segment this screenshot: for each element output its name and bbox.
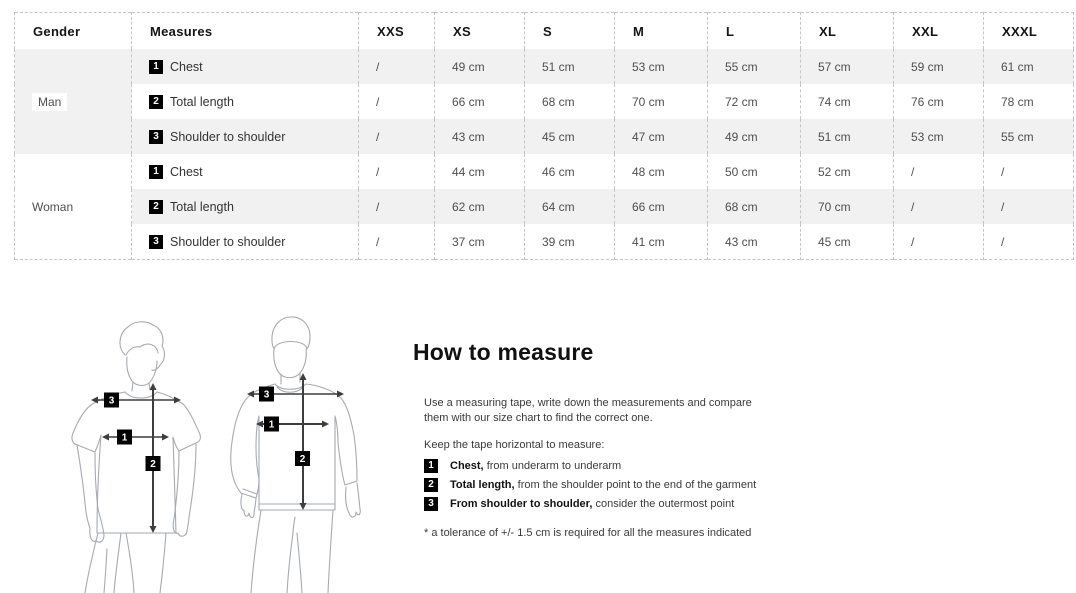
size-value-cell: 43 cm — [435, 119, 525, 154]
table-row — [15, 224, 1074, 260]
gender-label: Woman — [32, 199, 74, 214]
size-value-cell: 49 cm — [435, 49, 525, 84]
figure-badge-3-label: 3 — [263, 389, 270, 401]
size-value-cell: 62 cm — [435, 189, 525, 224]
sweatshirt-figure-arrows — [247, 373, 344, 510]
size-value-cell: / — [984, 154, 1074, 189]
measure-label: Chest — [170, 59, 203, 74]
measure-cell — [132, 49, 359, 84]
measure-cell — [132, 189, 359, 224]
gender-cell-woman — [15, 154, 132, 260]
step-3-number-badge: 3 — [424, 497, 438, 511]
measure-number-badge: 1 — [149, 165, 163, 179]
measure-number-badge: 2 — [149, 200, 163, 214]
step-1-number-badge: 1 — [424, 459, 438, 473]
measure-figures — [62, 311, 373, 593]
measure-cell — [132, 84, 359, 119]
size-value-cell: 52 cm — [801, 154, 894, 189]
figure-badge-2-label: 2 — [150, 459, 156, 470]
measure-label: Chest — [170, 164, 203, 179]
size-value-cell: 66 cm — [615, 189, 708, 224]
how-to-measure-subtitle: Keep the tape horizontal to measure: — [424, 439, 605, 451]
size-value-cell: 45 cm — [525, 119, 615, 154]
size-value-cell: 72 cm — [708, 84, 801, 119]
size-value-cell: / — [894, 224, 984, 260]
step-2-text: from the shoulder point to the end of the garment — [517, 479, 757, 491]
size-value-cell: 64 cm — [525, 189, 615, 224]
measure-number-badge: 3 — [149, 235, 163, 249]
tolerance-note: * a tolerance of +/- 1.5 cm is required for all the measures indicated — [424, 527, 752, 539]
size-value-cell: / — [359, 224, 435, 260]
table-row — [15, 154, 1074, 189]
measure-label: Shoulder to shoulder — [170, 129, 286, 144]
column-header-l: L — [708, 13, 801, 50]
size-value-cell: / — [359, 119, 435, 154]
measure-cell — [132, 224, 359, 260]
size-value-cell: 51 cm — [525, 49, 615, 84]
measure-step-3 — [424, 497, 833, 511]
size-value-cell: 76 cm — [894, 84, 984, 119]
column-header-xl: XL — [801, 13, 894, 50]
step-1-bold: Chest, — [450, 460, 484, 472]
size-value-cell: 45 cm — [801, 224, 894, 260]
step-1-text: from underarm to underarm — [486, 460, 622, 472]
size-value-cell: 37 cm — [435, 224, 525, 260]
measure-number-badge: 2 — [149, 95, 163, 109]
gender-cell-man — [15, 49, 132, 154]
tshirt-figure-illustration — [62, 311, 202, 593]
tshirt-figure-arrows — [91, 383, 181, 533]
measure-steps-list — [424, 459, 833, 511]
size-value-cell: 57 cm — [801, 49, 894, 84]
size-value-cell: 68 cm — [708, 189, 801, 224]
measure-number-badge: 1 — [149, 60, 163, 74]
column-header-gender: Gender — [15, 13, 132, 50]
size-value-cell: 66 cm — [435, 84, 525, 119]
step-3-bold: From shoulder to shoulder, — [450, 498, 593, 510]
step-3-text: consider the outermost point — [595, 498, 735, 510]
size-value-cell: 48 cm — [615, 154, 708, 189]
step-2-number-badge: 2 — [424, 478, 438, 492]
size-value-cell: 44 cm — [435, 154, 525, 189]
figure-badge-1-label: 1 — [121, 432, 128, 444]
column-header-s: S — [525, 13, 615, 50]
how-to-measure-intro: Use a measuring tape, write down the measurements and compare them with our size chart to find the correct one. — [424, 397, 752, 424]
gender-label: Man — [32, 93, 67, 111]
size-value-cell: 53 cm — [894, 119, 984, 154]
figure-badge-3-label: 3 — [108, 395, 115, 407]
how-to-measure-section — [0, 259, 1076, 592]
size-value-cell: 70 cm — [615, 84, 708, 119]
size-value-cell: 41 cm — [615, 224, 708, 260]
size-value-cell: 47 cm — [615, 119, 708, 154]
how-to-measure-title: How to measure — [413, 339, 594, 365]
size-value-cell: 53 cm — [615, 49, 708, 84]
figure-badge-1-label: 1 — [268, 419, 275, 431]
size-value-cell: / — [894, 189, 984, 224]
column-header-measures: Measures — [132, 13, 359, 50]
measure-cell — [132, 154, 359, 189]
column-header-xs: XS — [435, 13, 525, 50]
table-row — [15, 84, 1074, 119]
size-value-cell: 70 cm — [801, 189, 894, 224]
column-header-xxl: XXL — [894, 13, 984, 50]
size-value-cell: 43 cm — [708, 224, 801, 260]
table-row — [15, 189, 1074, 224]
table-row — [15, 119, 1074, 154]
size-value-cell: 61 cm — [984, 49, 1074, 84]
measure-step-2 — [424, 478, 833, 492]
size-value-cell: / — [984, 189, 1074, 224]
size-value-cell: / — [359, 189, 435, 224]
figure-badge-2-label: 2 — [299, 454, 306, 465]
size-value-cell: 39 cm — [525, 224, 615, 260]
size-value-cell: 74 cm — [801, 84, 894, 119]
size-value-cell: 59 cm — [894, 49, 984, 84]
table-row — [15, 49, 1074, 84]
column-header-xxxl: XXXL — [984, 13, 1074, 50]
size-chart-table — [14, 12, 1074, 260]
size-value-cell: / — [984, 224, 1074, 260]
size-value-cell: 78 cm — [984, 84, 1074, 119]
measure-step-1 — [424, 459, 833, 473]
size-value-cell: / — [894, 154, 984, 189]
column-header-m: M — [615, 13, 708, 50]
size-value-cell: / — [359, 49, 435, 84]
size-value-cell: 49 cm — [708, 119, 801, 154]
measure-number-badge: 3 — [149, 130, 163, 144]
size-value-cell: / — [359, 154, 435, 189]
measure-label: Shoulder to shoulder — [170, 234, 286, 249]
how-to-measure-text-block — [413, 339, 833, 539]
size-value-cell: 51 cm — [801, 119, 894, 154]
size-value-cell: 68 cm — [525, 84, 615, 119]
size-value-cell: 50 cm — [708, 154, 801, 189]
measure-cell — [132, 119, 359, 154]
measure-label: Total length — [170, 94, 234, 109]
column-header-xxs: XXS — [359, 13, 435, 50]
size-value-cell: 55 cm — [984, 119, 1074, 154]
size-chart-header-row — [15, 13, 1074, 50]
size-value-cell: / — [359, 84, 435, 119]
size-value-cell: 55 cm — [708, 49, 801, 84]
sweatshirt-figure-illustration — [218, 311, 373, 593]
step-2-bold: Total length, — [450, 479, 515, 491]
size-value-cell: 46 cm — [525, 154, 615, 189]
measure-label: Total length — [170, 199, 234, 214]
tshirt-figure-outline — [72, 322, 200, 593]
